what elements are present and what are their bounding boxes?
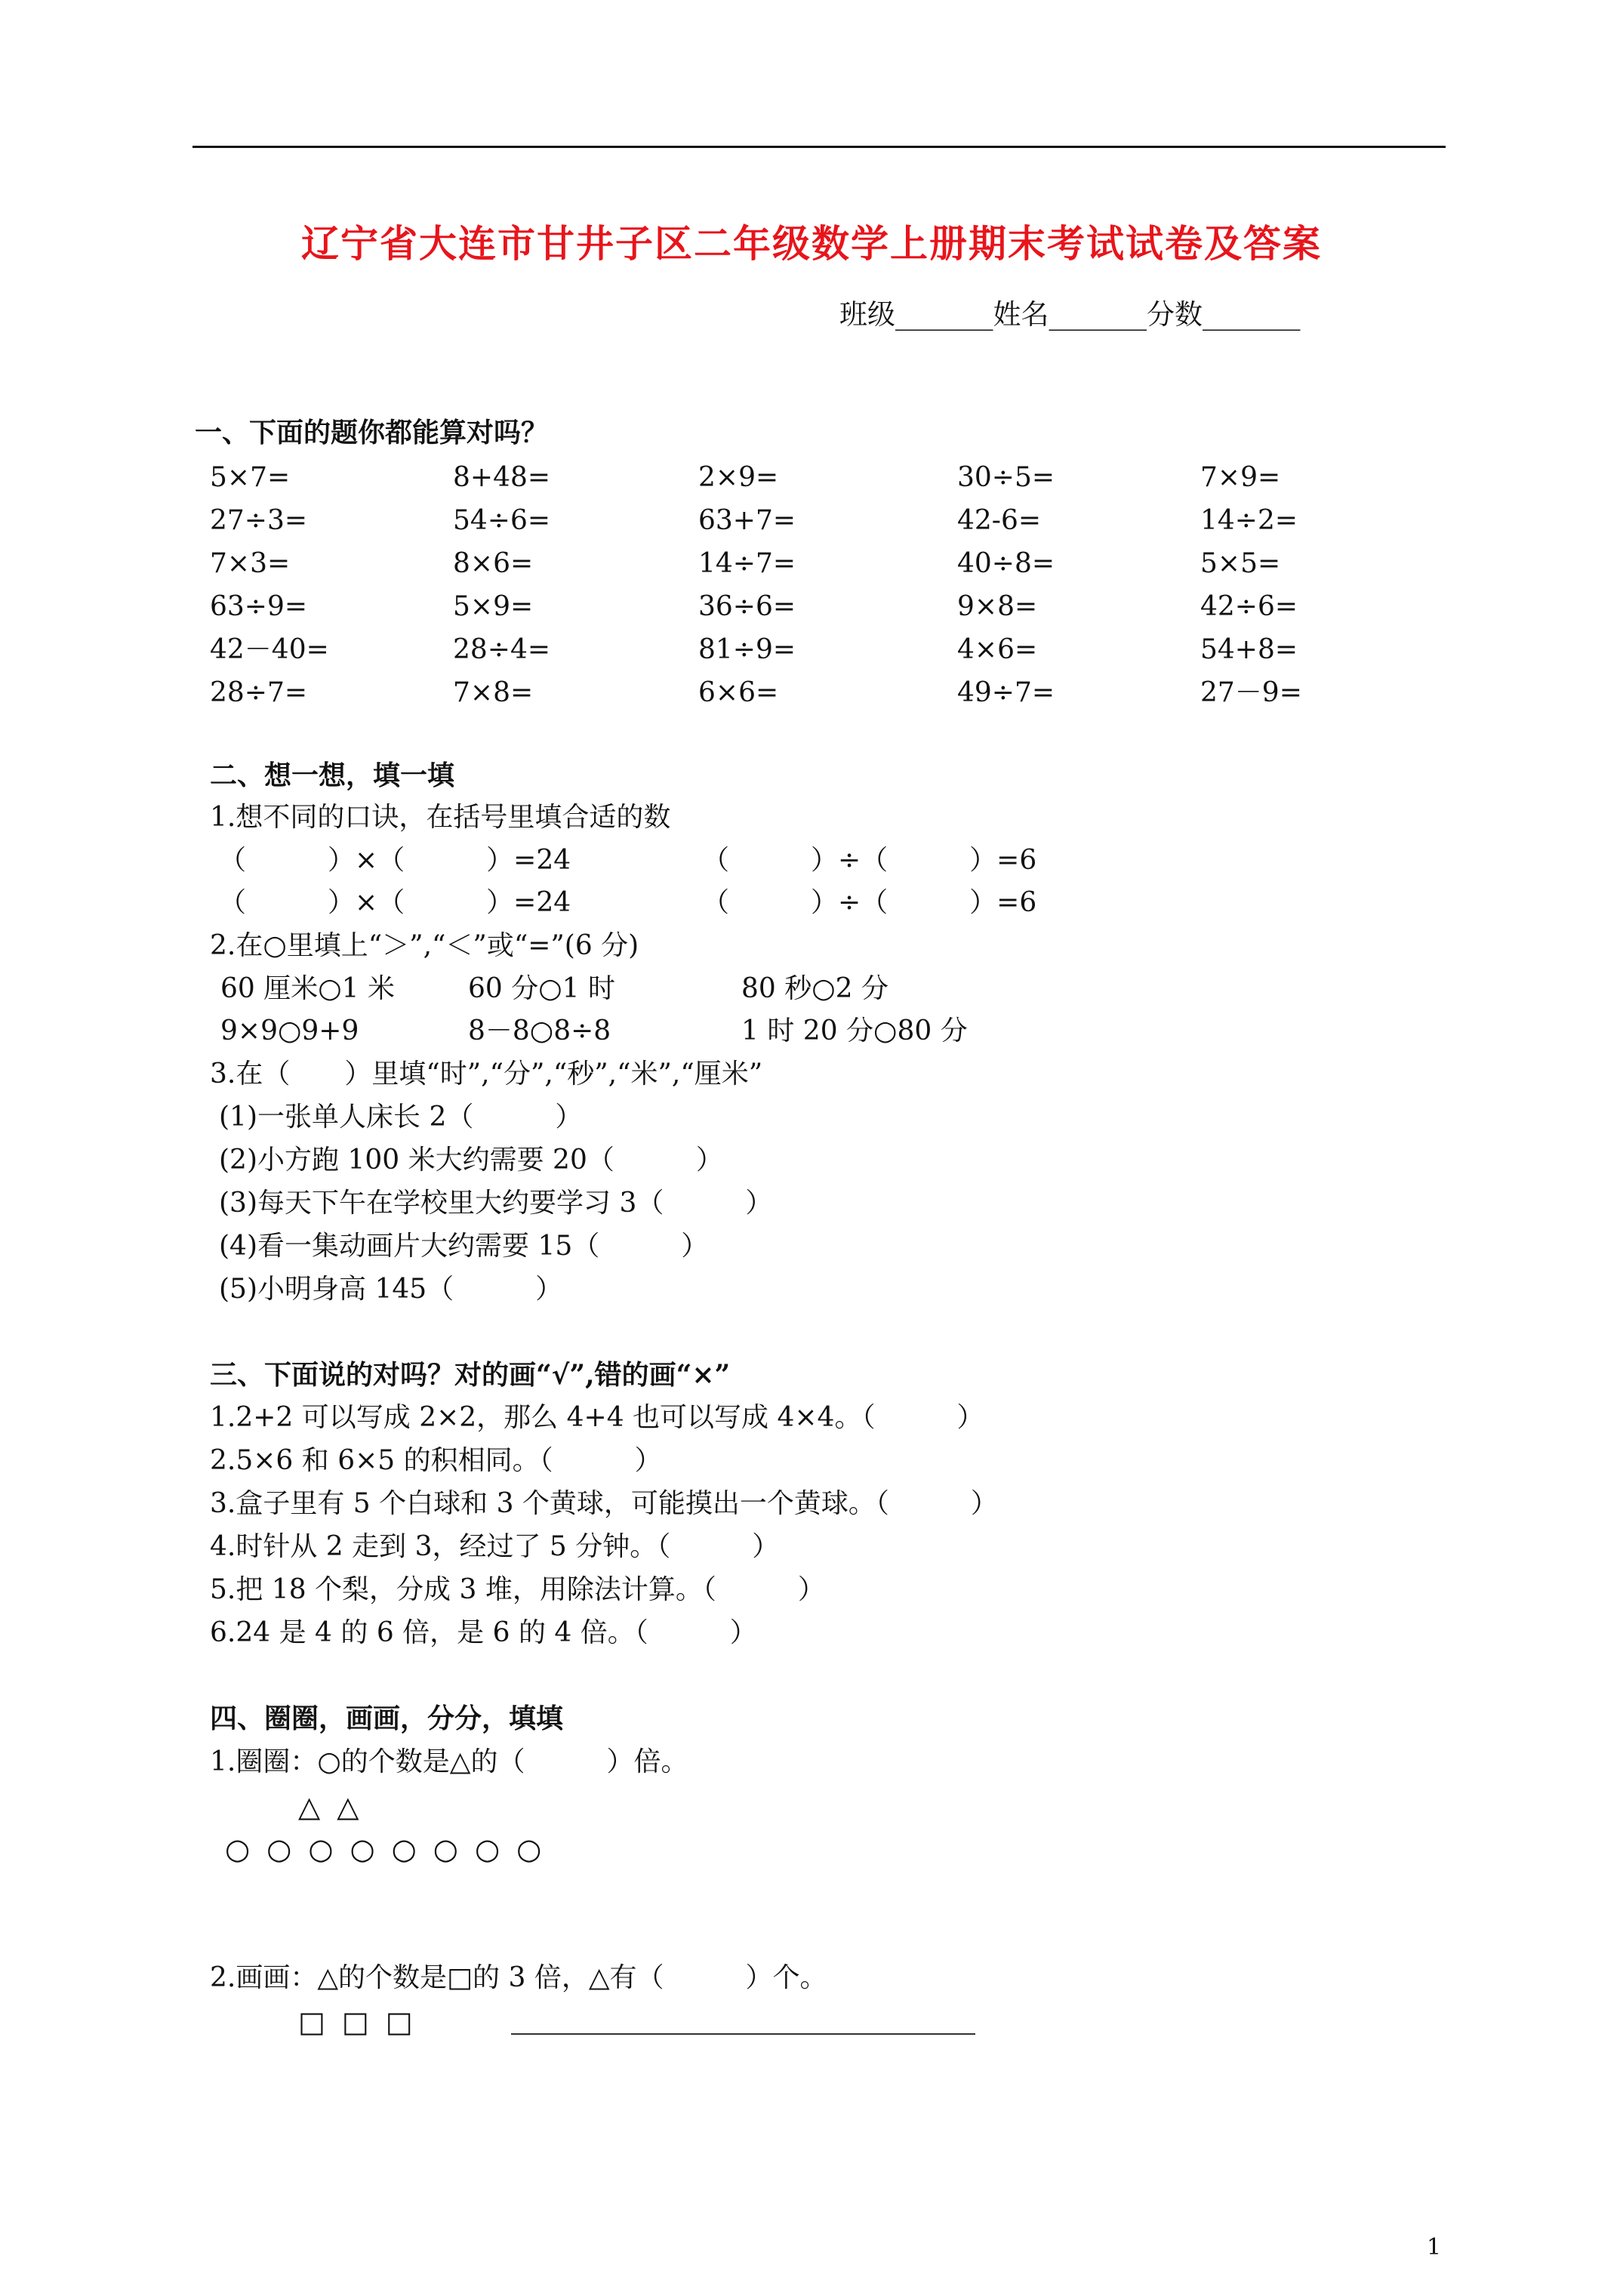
calc-problem: 2×9=	[698, 462, 779, 493]
calc-problem: 27÷3=	[210, 505, 308, 536]
q2-row2-item2: 8－8○8÷8	[468, 1015, 611, 1046]
q1-row2-divide: （ ）÷（ ）=6	[702, 887, 1037, 918]
section3-heading: 三、下面说的对吗？对的画“√”,错的画“×”	[210, 1359, 731, 1391]
calc-problem: 7×3=	[210, 548, 291, 579]
calc-problem: 81÷9=	[698, 634, 796, 665]
calc-problem: 54+8=	[1200, 634, 1298, 665]
section4-q1: 1.圈圈：○的个数是△的（ ）倍。	[210, 1746, 688, 1777]
section1-heading: 一、下面的题你都能算对吗？	[195, 417, 549, 448]
calc-problem: 28÷7=	[210, 677, 308, 708]
q2-row1-item2: 60 分○1 时	[468, 973, 616, 1004]
calc-problem: 4×6=	[957, 634, 1038, 665]
calc-problem: 27－9=	[1200, 677, 1302, 708]
section2-heading: 二、想一想，填一填	[210, 760, 455, 791]
top-rule	[192, 146, 1446, 148]
calc-problem: 5×7=	[210, 462, 291, 493]
section2-q1: 1.想不同的口诀，在括号里填合适的数	[210, 802, 671, 833]
calc-problem: 5×9=	[453, 591, 534, 622]
section2-q3: 3.在（ ）里填“时”,“分”,“秒”,“米”,“厘米”	[210, 1059, 763, 1089]
calc-problem: 36÷6=	[698, 591, 796, 622]
calc-problem: 5×5=	[1200, 548, 1281, 579]
calc-problem: 63÷9=	[210, 591, 308, 622]
q3-item-3: (3)每天下午在学校里大约要学习 3（ ）	[219, 1188, 773, 1219]
calc-row	[0, 677, 1623, 713]
q3-item-4: (4)看一集动画片大约需要 15（ ）	[219, 1231, 709, 1262]
calc-problem: 7×9=	[1200, 462, 1281, 493]
calc-problem: 42÷6=	[1200, 591, 1298, 622]
judge-item-6: 6.24 是 4 的 6 倍，是 6 的 4 倍。（ ）	[210, 1617, 757, 1648]
section4-q2: 2.画画：△的个数是□的 3 倍，△有（ ）个。	[210, 1962, 827, 1993]
q3-item-2: (2)小方跑 100 米大约需要 20（ ）	[219, 1145, 723, 1176]
judge-item-3: 3.盒子里有 5 个白球和 3 个黄球，可能摸出一个黄球。（ ）	[210, 1488, 998, 1519]
calc-row	[0, 593, 1623, 627]
q1-row1-multiply: （ ）×（ ）=24	[219, 845, 571, 876]
section4-heading: 四、圈圈，画画，分分，填填	[210, 1703, 564, 1734]
calc-problem: 28÷4=	[453, 634, 551, 665]
calc-problem: 8+48=	[453, 462, 551, 493]
calc-problem: 63+7=	[698, 505, 796, 536]
calc-problem: 54÷6=	[453, 505, 551, 536]
q2-row1-item3: 80 秒○2 分	[741, 973, 889, 1004]
drawing-answer-line	[511, 2033, 975, 2035]
calc-problem: 42-6=	[957, 505, 1042, 536]
q3-item-1: (1)一张单人床长 2（ ）	[219, 1102, 583, 1133]
judge-item-2: 2.5×6 和 6×5 的积相同。（ ）	[210, 1445, 662, 1476]
square-shapes: □□□	[298, 2005, 430, 2039]
calc-row	[0, 507, 1623, 541]
judge-item-5: 5.把 18 个梨，分成 3 堆，用除法计算。（ ）	[210, 1574, 825, 1605]
calc-row	[0, 636, 1623, 670]
calc-row	[0, 464, 1623, 498]
calc-problem: 14÷2=	[1200, 505, 1298, 536]
page-number: 1	[1427, 2234, 1442, 2261]
q1-row2-multiply: （ ）×（ ）=24	[219, 887, 571, 918]
calc-problem: 7×8=	[453, 677, 534, 708]
calc-problem: 14÷7=	[698, 548, 796, 579]
calc-row	[0, 550, 1623, 584]
q2-row1-item1: 60 厘米○1 米	[220, 973, 396, 1004]
calc-problem: 42－40=	[210, 634, 329, 665]
circle-shapes: ○○○○○○○○	[225, 1832, 559, 1866]
q2-row2-item3: 1 时 20 分○80 分	[741, 1015, 968, 1046]
q3-item-5: (5)小明身高 145（ ）	[219, 1274, 563, 1305]
judge-item-4: 4.时针从 2 走到 3，经过了 5 分钟。（ ）	[210, 1531, 780, 1562]
q2-row2-item1: 9×9○9+9	[220, 1015, 359, 1046]
judge-item-1: 1.2+2 可以写成 2×2，那么 4+4 也可以写成 4×4。（ ）	[210, 1402, 984, 1433]
page-title: 辽宁省大连市甘井子区二年级数学上册期末考试试卷及答案	[301, 221, 1322, 266]
calc-problem: 8×6=	[453, 548, 534, 579]
triangle-shapes: △△	[298, 1790, 376, 1823]
q1-row1-divide: （ ）÷（ ）=6	[702, 845, 1037, 876]
calc-problem: 9×8=	[957, 591, 1038, 622]
section2-q2: 2.在○里填上“＞”,“＜”或“=”(6 分)	[210, 930, 639, 961]
calc-problem: 6×6=	[698, 677, 779, 708]
calc-problem: 49÷7=	[957, 677, 1055, 708]
student-info-line: 班级_______姓名_______分数_______	[839, 298, 1301, 331]
calc-problem: 40÷8=	[957, 548, 1055, 579]
calc-problem: 30÷5=	[957, 462, 1055, 493]
